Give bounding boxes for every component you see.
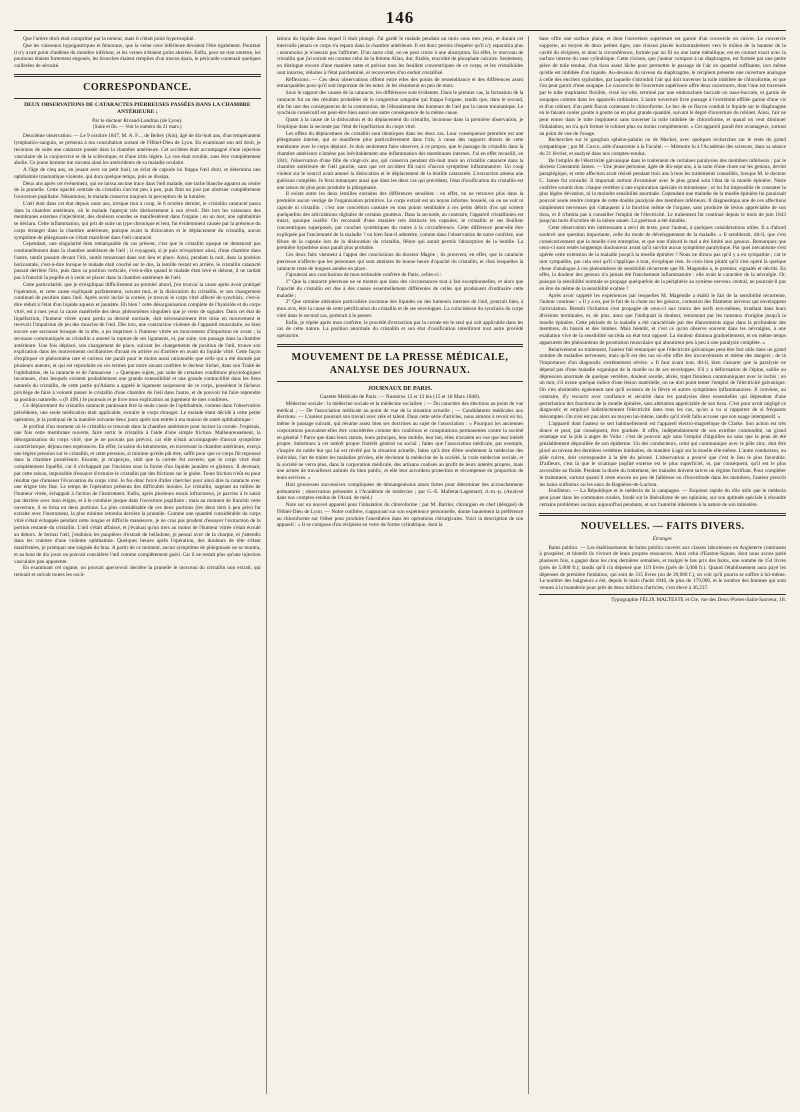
- news-subheading: Étranger.: [652, 535, 673, 542]
- paragraph: Enfin, je répète après mon confrère, le procédé d'extraction par la cornée est le seul qui soit applicable dans les cas de cette nature. La position anormale du cristallin et son état d'ossification interdiront tout autre procédé opératoire.: [276, 319, 524, 339]
- paragraph: lations du liquide dans lequel il était plongé. J'ai gardé le malade pendant un mois sous mes yeux, et durant cet intervalle jamais ce corps n'a reparu dans la chambre antérieure. Il est donc permis d'espérer qu'il n'y reparaîtra plus ; néanmoins je n'oserais pas l'affirmer. D'un autre côté, on ne peut croire à une absorption. En effet, le morceau de cristallin que j'ai extrait est comme celui de la femme Allan, dur, friable, encroûté de phosphate calcaire. Seulement, on distingue encore d'une manière nette et précise tous les feuillets concentriques de ce corps, et les cristalloïdes sont intactes, réduites à l'état parcheminé, et recouvertes d'un enduit cristallisé.: [276, 36, 524, 76]
- paragraph: L'œil était dans cet état depuis onze ans, lorsque tout à coup, le 6 octobre dernier, le cristallin cataracté passa dans la chambre antérieure, où le malade l'aperçut très distinctement à son réveil. Dès lors les vaisseaux des membranes externes s'injectèrent, des douleurs sourdes se manifestèrent dans l'organe ; en un mot, une ophthalmie se déclara. Cette inflammation, qui prit de suite un type chronique et lent, fut évidemment causée par la présence du corps étranger dans la chambre antérieure, puisque avant la dislocation et le déplacement du cristallin, aucun symptôme de phlegmasie ne s'était manifesté dans l'œil cataracté.: [14, 200, 261, 241]
- section-title-press: MOUVEMENT DE LA PRESSE MÉDICALE, ANALYSE DES JOURNAUX.: [291, 351, 509, 376]
- paragraph: En examinant cet organe, on pouvait apercevoir derrière la prunelle le morceau du cristallin non extrait, qui remuait et suivait toutes les oscil-: [14, 565, 261, 578]
- paragraph: Réflexions. — Ces deux observations offrent entre elles des points de ressemblance et des différences assez remarquables pour qu'il soit important de les noter. Je les résumerai en peu de mots.: [276, 76, 524, 90]
- byline-note: (Suite et fin. — Voir le numéro du 21 mars.): [93, 124, 182, 130]
- paragraph: Relativement au traitement, l'auteur fait remarquer que l'électricité galvanique peut être fort utile dans un grand nombre de maladies nerveuses, mais qu'il est des cas où elle offre des inconvénients et même des dangers ; de là l'importance d'un diagnostic extrêmement sévère. « Il faut avant tout, dit-il, bien s'assurer que la paralysie ne dépend pas d'une maladie organique de la moelle ou de ses enveloppes. S'il y a déformation de l'épine, saillie ou dépression anormale de quelque vertèbre, douleur sourde, abcès, trajet fistuleux communiquant avec le rachis ; en un mot, s'il existe quelque indice d'une lésion matérielle, on ne doit point tenter l'emploi de l'électricité galvanique. On s'en abstiendra également tant qu'il existera de la fièvre et autres symptômes inflammatoires. Il convient, au contraire, d'y recourir avec confiance et sécurité dans les paralysies dites essentielles qui dépendent d'une perturbation des fonctions de la moelle épinière, sans altération appréciable de son tissu. C'est pour avoir négligé ce diagnostic et employé indistinctement l'électricité dans tous les cas, qu'on a vu si rapporter de si fréquents mécomptes. On n'en est pas alors au moyen lui-même, tandis qu'il n'eût fallu accuser que son usage intempestif. »: [539, 346, 786, 420]
- section-divider: [14, 74, 261, 77]
- article-heading: DEUX OBSERVATIONS DE CATARACTES PIERREUSES PASSÉES DANS LA CHAMBRE ANTÉRIEURE ;: [24, 101, 251, 115]
- paragraph: Ce déplacement du cristallin cataracté paraissant être la seule cause de l'ophthalmie, comme dans l'observation précédente, une seule médication était applicable, extraire le corps étranger. Le malade étant décidé à cette petite opération, je la pratiquai de la manière suivante deux jours après son entrée à ma maison de santé ophthalmique :: [14, 403, 261, 423]
- columns: [14, 36, 786, 1094]
- journal-subheading: Gazette Médicale de Paris. — Numéros 12 et 13 bis (15 et 18 Mars 1848).: [319, 393, 481, 400]
- paragraph: Cependant, une singularité bien remarquable du cas présent, c'est que le cristallin opaque ne demeurait pas continuellement dans la chambre antérieure de l'œil ; il voyageait, si je puis m'exprimer ainsi, d'une chambre dans l'autre, tantôt passant devant l'iris, tantôt retournant dans son lieu et place. Ainsi, pendant la nuit, dans la position horizontale, c'est-à-dire lorsque le malade était couché sur le dos, la lentille restait en arrière, le cristallin cataracté passait derrière l'iris, puis dans sa position verticale, c'est-à-dire quand le malade était levé et debout, il ne tardait pas à franchir la pupille et à venir se placer dans la chambre antérieure de l'œil.: [14, 241, 261, 281]
- paragraph: Cette particularité, que je m'expliquai difficilement au premier abord, j'en trouvai la cause après avoir pratiqué l'opération, et cette cause expliquait parfaitement, suivant moi, et la dislocation du cristallin, et son changement continuel de position dans l'œil. Après avoir incisé la cornée, je trouvai le corps vitré affecté de synchisis, c'est-à-dire réduit à l'état d'un liquide aqueux et jaunâtre. Eh bien ! cette désorganisation complète de l'hyaloïde et du corps vitré, est à mes yeux la cause matérielle des deux phénomènes singuliers que je viens de signaler. Dans cet état de liquéfaction, l'humeur vitrée ayant perdu sa densité normale, doit nécessairement être mise en mouvement et recevoir l'impulsion de jeu des muscles de l'œil. Dès lors, une contraction violente de l'appareil musculaire, en bien encore une secousse brusque de la tête, a pu imprimer à l'humeur vitrée un mouvement d'impulsion en avant ; la secousse communiquée au cristallin a amené la rupture de ses ligaments, et, par suite, son passage dans la chambre antérieure. Une fois déplacé, son changement de place, suivant les changements de position de l'œil, trouve son explication dans les mouvements oscillatoires d'avant en arrière ou d'arrière en avant du liquide vitré. Cette façon d'expliquer ce phénomène rare et curieux me paraît pour le moins aussi rationnelle que celle qui a été donnée par plusieurs auteurs, et qui est reproduite en ces termes par notre savant confrère le docteur Sichel, dans son Traité de l'ophthalmie, de la cataracte et de l'amaurose : « Quelques sujets, par suite de certaines conditions physiologiques inconnues, chez lesquels existent probablement une grande extensibilité et une grande contractilité dans les liens naturels du cristallin, de cette partie qu'Adams a appelé le ligament suspenseur de ce corps, possèdent le fâcheux privilège de faire à volonté passer le cristallin d'une chambre de l'œil dans l'autre, et de pouvoir lui faire reprendre sa position naturelle. » (P. 498.) Je poursuis et je livre mon explication au jugement de mes confrères.: [14, 281, 261, 403]
- paragraph: base offre une surface plane, et dont l'ouverture supérieure est garnie d'un couvercle en cuivre. Le couvercle supporte, au moyen de deux petites tiges, une cloison placée horizontalement vers le milieu de la hauteur de la cavité du récipient, et dont la circonférence, formée par un fil ou une lame métallique, est en contact exact avec la surface interne du vase cylindrique. Cette cloison, que j'auteur compare à un diaphragme, est formée par une petite pièce de toile tendue, d'un tissu assez lâche pour permettre le passage de l'air en quantité suffisante, lors même qu'elle est imbibée d'un liquide. Au-dessous du niveau du diaphragme, le récipient présente une ouverture analogue à celle des encriers syphoïdes, par laquelle s'introduit l'air qui doit traverser la toile imbibée de chloroforme, et que l'on peut garnir d'une soupape. Le couvercle de l'ouverture supérieure offre deux ouvertures, dont l'une est traversée par le tube inspirateur flexible, vissé sur elle, terminé par une embouchure buccale ou naso-buccale, et garnie de soupapes comme dans les appareils ordinaires. L'autre ouverture livre passage à l'extrémité effilée garnie d'une vis et d'un robinet, d'un petit flacon contenant le chloroforme. Le bec de ce flacon conduit le liquide sur le diaphragme en le faisant couler goutte à goutte ou en plus grande quantité, suivant le degré d'ouverture du robinet. Ainsi, l'air ne peut entrer dans le tube inspirateur sans traverser la toile imbibée de chloroforme, et quand on veut diminuer l'inhalation, on n'a qu'à fermer le robinet plus ou moins complètement. » Cet appareil paraît être avantageux, surtout au point de vue de l'usage.: [539, 36, 786, 137]
- paragraph: Quant à la cause de la dislocation et du déplacement du cristallin, inconnue dans la première observation, je l'explique dans la seconde par l'état de liquéfaction du corps vitré.: [276, 117, 524, 130]
- paragraph: Que les vaisseaux hypogastriques et fémoraux, que la veine cave inférieure devaient l'être également. Pourtant il n'y avait point d'œdème du membre inférieur, et les veines n'étaient point altérées. Enfin, pour ne rien omettre, les poumons étaient fortement engoués, les bronches étaient remplies d'un mucus épais, le péricarde contenait quelques cuillerées de sérosité.: [14, 42, 261, 69]
- paragraph: Sous le rapport des causes de la cataracte, les différences sont évidentes. Dans le premier cas, la formation de la cataracte fut un des résultats probables de la congestion sanguine qui frappa l'organe, tandis que, dans le second, elle fut une des conséquences de la commotion, de l'ébranlement des humeurs de l'œil par la cause traumatique. Le synchisis consécutif est peut-être bien aussi une autre conséquence de la même cause.: [276, 90, 524, 117]
- paragraph: Recherches sur le ganglion sphéno-palatin ou de Meckel, avec quelques recherches sur le reste du grand sympathique ; par M. Cusco, aide d'anatomie à la Faculté. — Mémoire lu à l'Académie des sciences, dans sa séance du 21 février, et analysé dans nos comptes-rendus.: [539, 137, 786, 157]
- column-3: [539, 36, 786, 1094]
- paragraph: J'ajouterai aux conclusions de mon estimable confrère de Paris, celles-ci :: [285, 272, 442, 279]
- paragraph: Deux ans après cet événement, qui ne laissa aucune trace dans l'œil malade, une tache blanche apparut au centre de la prunelle. Cette opacité centrale du cristallin s'accrut peu à peu, puis finit un jour par obstruer complétement l'ouverture pupillaire. Néanmoins, le malade conserva toujours la perception de la lumière.: [14, 180, 261, 200]
- paragraph: A l'âge de cinq ans, en jouant avec un petit fusil, un éclat de capsule lui frappa l'œil droit, et détermina une ophthalmie traumatique violente, qui dura quelque temps, puis se dissipa.: [14, 167, 261, 180]
- paragraph: Ces deux faits viennent à l'appui des conclusions du docteur Magne ; ils prouvent, en effet, que la cataracte pierreuse n'affecte que les personnes qui sont atteintes de bonne heure d'opacité du cristallin, et chez lesquelles la cataracte reste de longues années en place.: [276, 252, 524, 272]
- printer-footer: Typographie FÉLIX MALTESTE et Cie, rue des Deux-Portes-Saint-Sauveur, 18.: [539, 594, 786, 604]
- column-2: [277, 36, 530, 1094]
- section-title-correspondance: CORRESPONDANCE.: [83, 81, 192, 93]
- paragraph: Deuxième observation. — Le 9 octobre 1847, M. A. F..., de Belley (Ain), âgé de dix-huit ans, d'un tempérament lymphatico-sanguin, se présenta à ma consultation sortant de l'Hôtel-Dieu de Lyon. En examinant son œil droit, je reconnus de suite une cataracte passée dans la chambre antérieure. Cet accident était accompagné d'une injection vasculaire de la conjonctive et de la sclérotique, et d'une iritis légère. La vue était trouble, sans être complétement abolie. Ce jeune homme me raconta ainsi les antécédents de sa maladie oculaire.: [14, 133, 261, 167]
- column-1: [14, 36, 267, 1094]
- section-divider: [14, 98, 261, 99]
- paragraph: Que l'urètre droit était comprimé par la tumeur, mais il n'était point hypertrophié.: [23, 36, 195, 42]
- paragraph: Bains publics. — Les établissements de bains publics ouverts aux classes laborieuses en Angleterre continuent à prospérer, et bientôt ils vivront de leurs propres ressources. Ainsi celui d'Easton-Square, dont nous avons parlé plusieurs fois, a gagné dans les cinq dernières semaines, et malgré le bas prix des bains, une somme de 154 livres (près de 5,000 fr.), tandis qu'il n'a dépensé que 119 livres (près de 3,000 fr.). Quand l'établissement aura payé les dépenses de première fondation, qui sont de 315 livres (ou de 20,000 f.), on voit qu'il pourra se suffire à lui-même. Le nombre des baigneurs a été, depuis le mois d'août 1846, de plus de 179,000, et le nombre des femmes qui sont venues à la buanderie pour près de deux millions d'articles, c'est élevé à 36,237.: [539, 544, 786, 591]
- section-title-news: NOUVELLES. — FAITS DIVERS.: [580, 520, 745, 532]
- byline: Par le docteur Rivaud-Landrau (de Lyon).: [92, 117, 183, 124]
- paragraph: 1° Que la cataracte pierreuse ne se montre que dans des circonstances tout à fait exceptionnelles, et alors que l'opacité du cristallin est due à des causes essentiellement différentes de celles qui produisent d'ordinaire cette maladie ;: [276, 279, 524, 299]
- journal-heading: JOURNAUX DE PARIS.: [367, 385, 433, 392]
- paragraph: De l'emploi de l'électricité galvanique dans le traitement de certaines paralysies des membres inférieurs ; par le docteur Constantin James. — Une jeune personne, âgée de dix-sept ans, à la suite d'une chute sur les genoux, devint paraplégique, et cette affection avait résisté pendant trois ans à tous les traitements conseillés, lorsque M. le docteur C. James fut consulté. Il importait surtout d'examiner avec le plus grand soin l'état de la moelle épinière. Notre confrère soumit donc chaque vertèbre à une exploration spéciale et minutieuse ; et lui fut impossible de constater la plus légère déviation, ni la moindre sensibilité anormale. Cependant une maladie de la moelle épinière lui paraissait pouvoir seule rendre compte de cette double paralysie des membres inférieurs. Il diagnostiqua une de ces affections simplement nerveuses qui s'attaquent à la fonction même de l'organe, sans produire de lésion appréciable de son tissu, et il n'hésita pas à conseiller l'emploi de l'électricité. Le traitement fut continué depuis le mois de juin 1843 jusqu'au mois d'octobre de la même année. La guérison a été durable.: [539, 157, 786, 225]
- paragraph: 2° Que certaine altération particulière inconnue des liquides ou des humeurs internes de l'œil, pourrait bien, à mon avis, être la cause de cette pétrification du cristallin et de ses enveloppes. La coïncidence du synchisis du corps vitré dans le second cas, porterait à le penser.: [276, 299, 524, 319]
- paragraph: Il existe entre les deux lentilles extraites des différences sensibles : en effet, on ne retrouve plus dans la première aucun vestige de l'organisation primitive. Le corps extrait est un noyau informe, bosselé, où on ne voit ni capsule ni cristallin ; c'est une concrétion caséaire en tous points semblable à ces petits débris d'os qui sortent quelquefois des articulations digitales de certains goutteux. Dans la seconde, au contraire, l'appareil cristallinien est intact, quoique ossifié. On reconnaît d'une manière très distincte les capsules, le cristallin et ses feuillets concentriques superposés, par couches symétriques du centre à la circonférence. Cette différence peut-elle être expliquée par l'ancienneté de la maladie ? ou bien faut-il admettre, comme dans l'observation de notre confrère, une fêlure de la capsule lors de la dislocation du cristallin, fêlure qui aurait permis l'absorption de la lentille. La première hypothèse nous paraît plus probable.: [276, 191, 524, 252]
- section-divider: [539, 513, 786, 516]
- paragraph: Feuilleton. — La République et le médecin de la campagne. — Esquisse rapide du rôle utile que le médecin peut jouer dans les communes rurales, fondé sur le libéralisme de ses opinions, sur son aptitude spéciale à résoudre certains problèmes sociaux aujourd'hui pendants, et sur l'autorité inhérente à la nature de son ministère.: [539, 488, 786, 508]
- paragraph: Je profitai d'un moment où le cristallin se trouvait dans la chambre antérieure pour inciser la cornée. J'espérais, une fois cette membrane ouverte, faire sortir le cristallin à l'aide d'une simple friction. Malheureusement, la désorganisation du corps vitré, que je ne pouvais pas prévoir, car elle n'était accompagnée d'aucun symptôme caractéristique, déjoua mes espérances. En effet, la saisie du kératotome, en traversant la chambre antérieure, exerça une légère pression sur le cristallin, et cette pression, si minime qu'elle pût être, suffit pour que ce corps fût repoussé dans la chambre postérieure. Ensuite, je m'aperçus, sitôt que la cornée fut ouverte, que le corps vitré était complétement liquéfié, car il s'échappait par l'incision sous la forme d'un liquide jaunâtre et glaireux. Il devenait, par cette raison, impossible d'essayer d'extraire le cristallin par des frictions sur le globe. Toute friction n'eût eu pour résultat que d'amener l'évacuation du corps vitré. Je fus donc forcé d'aller chercher pour ainsi dire la cataracte avec une érigne très fine. Le temps de l'opération présenta des difficultés inouïes. Le cristallin, nageant au milieu de l'humeur vitrée, échappait à l'action de l'instrument. Enfin, après plusieurs essais infructueux, je parvins à le saisir par derrière avec mon érigne, et à le conduire jusque dans l'ouverture pupillaire ; mais au moment de franchir cette ouverture, il se brisa en deux portions. La plus considérable de ces deux portions (les deux tiers à peu près) fut extraite avec l'instrument, la plus minime retomba derrière la prunelle. Comme une quantité considérable du corps vitré s'était échappée pendant cette longue et difficile manœuvre, je ne crus pas prudent d'essayer l'extraction de la portion restante du cristallin. L'œil s'était affaissé, et j'évaluai qu'un tiers au moins de l'humeur vitrée s'était écoulé au dehors. Je fermai l'œil, j'enduisis les paupières d'extrait de belladone, je pensai avec de la charpie, et j'attendis dans les craintes d'une violente ophthalmie. Quelques heures après l'opération, des douleurs de tête s'étant manifestées, je pratiquai une saignée du bras. A partir de ce moment, aucun symptôme de phlegmasie ne se montra, et au bout de dix jours on pouvait considérer l'œil comme complètement guéri. Car il ne restait plus qu'une injection vasculaire peu apparente.: [14, 423, 261, 565]
- section-divider: [277, 381, 524, 382]
- paragraph: Médecine sociale : la médecine sociale et la médecine socialiste ; — Du caractère des élections au point de vue médical ; — De l'association médicale au point de vue de la situation actuelle ; — Candidatures médicales aux élections. — L'auteur poursuit son travail avec zèle et talent. Dans cette série d'articles, nous aimons à revoir en lui, même le passage suivant, qui résume assez bien ses doctrines au sujet de l'association : « Pourquoi les anciennes corporations pouvaient-elles être considérées comme des coalitions et conspirations permanentes contre la société en général ? Parce que dans leurs statuts, leurs principes, leur mobile, leur but, elles n'avaient en vue que leur intérêt propre. Substituez à cet intérêt propre l'intérêt général ou social ; faites que l'association médicale, par exemple, s'inspire du noble but qui lui est révélé par la situation actuelle, faites qu'à titre d'être seulement la médecine des individus, l'art de traiter les maladies privées, elle devienne la médecine de la société, la vraie médecine sociale, et la société ne verra plus, dans la corporation médicale, des artisans coalisés au profit de leurs intérêts propres, mais une armée de travailleurs animés du bien public, et elle leur accordera protection et récompense en proportion de leurs services. »: [276, 400, 524, 481]
- paragraph: Huit grossesses successives compliquées de démangeaisons assez fortes pour déterminer des accouchements prématurés ; observation présentée à l'Académie de médecine ; par G.-E. Malletat-Lagemard, d.-m.-p. (Analysé dans nos comptes-rendus de l'Acad. de méd.): [276, 481, 524, 502]
- paragraph: L'appareil dont l'auteur se sert habituellement est l'appareil électro-magnétique de Clarke. Son action est très douce et peut, par conséquent, être graduée. Il offre, indépendamment de son extrême commodité, un grand avantage sur la pile à auges de Volta : c'est de pouvoir agir sans l'emploi d'aiguilles ou sans que la peau ait été préalablement dépouillée de son épiderme. Un des conducteurs, celui qui communique avec le pôle zinc, doit être placé au niveau des dernières vertèbres lombaires, de manière à agir sur la moelle elle-même. L'autre conducteur, ou pôle cuivre, doit correspondre à la tête du péroné. L'observation a prouvé que c'est le lieu le plus favorable. D'ailleurs, c'est là que le sciatique poplité externe est le plus superficiel, et, par conséquent, qu'il est le plus accessible au fluide. Pendant la durée du traitement, les malades doivent suivre un régime fortifiant. Pour compléter le traitement, surtout quand il reste encore un peu de faiblesse ou d'incertitude dans les membres, l'auteur prescrit les bains sulfureux ou les eaux de Bagnères-de-Luchon.: [539, 420, 786, 488]
- section-divider: [277, 344, 524, 347]
- paragraph: Après avoir rappelé les expériences par lesquelles M. Magendie a établi le fait de la sensibilité récurrente, l'auteur continue : « Il y a eu, par le fait de la chute sur les genoux, contusion des filaments nerveux qui enveloppent l'articulation. Bientôt l'irritation s'est propagée de ceux-ci aux troncs des nerfs eux-mêmes, irradiant dans leurs divisions terminales, et, de plus, ainsi que l'indiquait la douleur, remontant par les rameaux d'origine jusqu'à la moelle épinière. Cette période de la maladie a été caractérisée par des élancements aigus dans la profondeur des membres, du bassin et des lombes. Mais bientôt, et c'est ce qu'on observe souvent dans les névralgies, à une exaltation vive de la sensibilité succéda un état tout opposé. La douleur diminua graduellement, et en même temps apparurent des phénomènes de prostration musculaire qui aboutirent peu à peu à une paralysie complète. »: [539, 292, 786, 346]
- paragraph: Note sur un nouvel appareil pour l'inhalation du chloroforme ; par M. Barrier, chirurgien en chef (désigné) de l'Hôtel-Dieu de Lyon. — Notre confrère, s'appuyant sur son expérience personnelle, donne hautement la préférence au chloroforme sur l'éther pour produire l'anesthésie dans les opérations chirurgicales. Voici la description de son appareil : « Il se compose d'un récipient en verre de forme cylindrique, dont la: [276, 502, 524, 529]
- page-number: 146: [385, 8, 415, 27]
- paragraph: Cette observation très intéressante a servi de texte, pour l'auteur, à quelques considérations utiles. Il a d'abord soulevé une question importante, celle du mode de développement de la maladie. « Il semblerait, dit-il, que c'est consécutivement que la moelle s'est entreprise, et que tout d'abord le mal a été limité aux genoux. Remarquez que ceux-ci sont restés longtemps douloureux avant qu'il survînt aucun symptôme paralytique. Par quel mécanisme s'est opérée cette extension de la maladie jusqu'à la moelle épinière ? Nous ne dirons pas qu'il y a eu sympathie ; car le mot sympathie, par cela seul qu'il s'applique à tout, n'explique rien. Je crois bien plutôt qu'il s'est opéré là quelque chose d'analogue à ces phénomènes de sensibilité récurrente que M. Magendie a, le premier, signalés et décrits. En effet, la douleur des genoux n'a jamais été franchement inflammatoire : elle avait le caractère de la névralgie. Or, puisque la sensibilité normale se propage quelquefois de la périphérie au système nerveux central, ne pourrait-il pas en être de même de la sensibilité exaltée ?: [539, 225, 786, 292]
- top-rule: [14, 30, 786, 31]
- paragraph: Les effets du déplacement du cristallin sont identiques dans les deux cas. Leur conséquence première est une phlegmasie interne, qui se manifeste plus particulièrement dans l'iris, à cause des rapports directs de cette membrane avec le corps déplacé. Je dois seulement faire observer, à ce propos, que le passage du cristallin dans la chambre antérieure n'amène pas inévitablement une inflammation des membranes internes. J'ai en effet recueilli, en 1841, l'observation d'une fille de vingt-six ans, qui conserva pendant dix-huit mois un cristallin cataracté dans la chambre antérieure de l'œil gauche, sans que cet accident fût suivi d'aucun symptôme inflammatoire. Un coup violent sur le sourcil avait amené la dislocation et le déplacement de la lentille cataractée. L'extraction amena une guérison complète. Je ferai remarquer aussi que dans les deux cas qui précèdent, l'état d'ossification du cristallin est une raison de plus pour produire la phlegmasie.: [276, 130, 524, 191]
